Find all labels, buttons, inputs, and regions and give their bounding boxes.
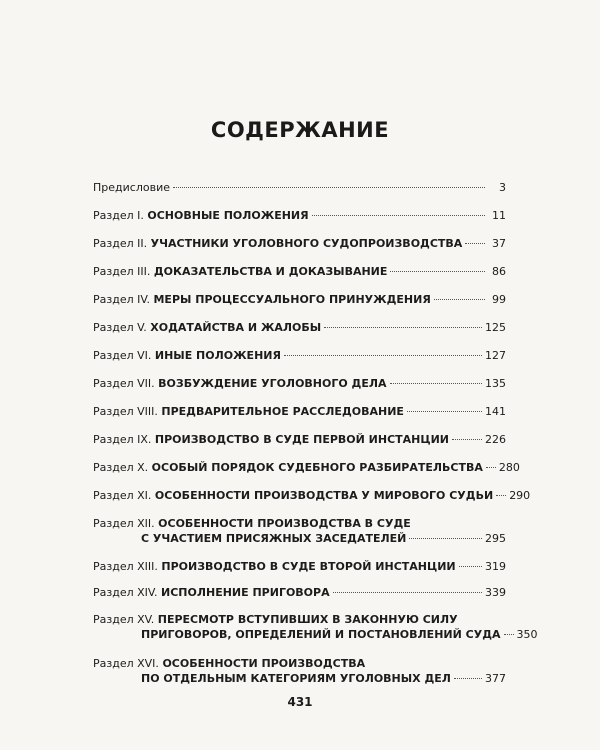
toc-title-continued: ПО ОТДЕЛЬНЫМ КАТЕГОРИЯМ УГОЛОВНЫХ ДЕЛ	[141, 672, 451, 685]
toc-title: ОСОБЕННОСТИ ПРОИЗВОДСТВА В СУДЕ	[158, 517, 411, 530]
toc-title: МЕРЫ ПРОЦЕССУАЛЬНОГО ПРИНУЖДЕНИЯ	[153, 293, 431, 306]
toc-entry-section-13	[93, 559, 506, 574]
toc-page: 141	[485, 405, 506, 418]
toc-title: ОСНОВНЫЕ ПОЛОЖЕНИЯ	[147, 209, 309, 222]
toc-entry-section-16	[93, 656, 506, 686]
toc-entry-section-2	[93, 236, 506, 251]
toc-title: ОСОБЕННОСТИ ПРОИЗВОДСТВА	[162, 657, 366, 670]
toc-page: 99	[492, 293, 506, 306]
toc-label: Раздел V.	[93, 321, 147, 334]
dot-leader	[454, 678, 482, 679]
toc-page: 319	[485, 560, 506, 573]
toc-title-continued: С УЧАСТИЕМ ПРИСЯЖНЫХ ЗАСЕДАТЕЛЕЙ	[141, 532, 407, 545]
toc-label: Раздел III.	[93, 265, 151, 278]
toc-entry-section-9	[93, 432, 506, 447]
toc-title: ОСОБЕННОСТИ ПРОИЗВОДСТВА У МИРОВОГО СУДЬИ	[154, 489, 494, 502]
dot-leader	[407, 411, 482, 412]
toc-label: Раздел XII.	[93, 517, 155, 530]
dot-leader	[409, 538, 482, 539]
dot-leader	[390, 383, 482, 384]
toc-page: 226	[485, 433, 506, 446]
toc-page: 377	[485, 672, 506, 685]
dot-leader	[504, 634, 514, 635]
dot-leader	[312, 215, 485, 216]
toc-title-continued: ПРИГОВОРОВ, ОПРЕДЕЛЕНИЙ И ПОСТАНОВЛЕНИЙ СУДА	[141, 628, 501, 641]
toc-label: Раздел IX.	[93, 433, 152, 446]
toc-page: 125	[485, 321, 506, 334]
toc-label: Раздел II.	[93, 237, 148, 250]
toc-title: ПЕРЕСМОТР ВСТУПИВШИХ В ЗАКОННУЮ СИЛУ	[157, 613, 458, 626]
dot-leader	[434, 299, 485, 300]
toc-entry-preface	[93, 180, 506, 195]
toc-title: ПРОИЗВОДСТВО В СУДЕ ПЕРВОЙ ИНСТАНЦИИ	[154, 433, 450, 446]
dot-leader	[452, 439, 482, 440]
dot-leader	[173, 187, 485, 188]
toc-page: 11	[492, 209, 506, 222]
toc-title: ИСПОЛНЕНИЕ ПРИГОВОРА	[161, 586, 330, 599]
toc-label: Раздел VI.	[93, 349, 152, 362]
toc-page: 86	[492, 265, 506, 278]
toc-title: ИНЫЕ ПОЛОЖЕНИЯ	[154, 349, 281, 362]
toc-label: Раздел XIV.	[93, 586, 158, 599]
toc-entry-section-12	[93, 516, 506, 546]
toc-title: ПРОИЗВОДСТВО В СУДЕ ВТОРОЙ ИНСТАНЦИИ	[161, 560, 456, 573]
dot-leader	[324, 327, 482, 328]
toc-page: 280	[498, 461, 520, 474]
toc-label: Раздел XVI.	[93, 657, 159, 670]
dot-leader	[390, 271, 485, 272]
toc-entry-section-4	[93, 292, 506, 307]
toc-label: Раздел IV.	[93, 293, 150, 306]
toc-entry-section-8	[93, 404, 506, 419]
toc-title: ХОДАТАЙСТВА И ЖАЛОБЫ	[150, 321, 322, 334]
toc-label: Раздел XIII.	[93, 560, 158, 573]
toc-label: Раздел X.	[93, 461, 149, 474]
toc-label: Раздел XI.	[93, 489, 152, 502]
page-title: СОДЕРЖАНИЕ	[210, 118, 390, 142]
dot-leader	[486, 467, 496, 468]
dot-leader	[496, 495, 506, 496]
toc-title: УЧАСТНИКИ УГОЛОВНОГО СУДОПРОИЗВОДСТВА	[150, 237, 463, 250]
toc-entry-section-7	[93, 376, 506, 391]
dot-leader	[333, 592, 482, 593]
toc-entry-section-3	[93, 264, 506, 279]
toc-label: Раздел I.	[93, 209, 144, 222]
toc-page: 339	[485, 586, 506, 599]
toc-entry-section-14	[93, 585, 506, 600]
toc-entry-section-5	[93, 320, 506, 335]
toc-entry-section-15	[93, 612, 538, 642]
toc-page: 290	[509, 489, 531, 502]
toc-label: Раздел VII.	[93, 377, 155, 390]
toc-entry-section-1	[93, 208, 506, 223]
toc-entry-section-6	[93, 348, 506, 363]
dot-leader	[465, 243, 485, 244]
toc-title: ВОЗБУЖДЕНИЕ УГОЛОВНОГО ДЕЛА	[158, 377, 387, 390]
toc-entry-section-11	[93, 488, 531, 503]
toc-page: 3	[499, 181, 506, 194]
toc-entry-section-10	[93, 460, 520, 475]
page-number: 431	[287, 695, 313, 709]
toc-page: 350	[516, 628, 538, 641]
toc-page: 37	[492, 237, 506, 250]
toc-label: Предисловие	[93, 181, 170, 194]
toc-page: 135	[485, 377, 506, 390]
toc-title: ПРЕДВАРИТЕЛЬНОЕ РАССЛЕДОВАНИЕ	[161, 405, 404, 418]
toc-title: ОСОБЫЙ ПОРЯДОК СУДЕБНОГО РАЗБИРАТЕЛЬСТВА	[151, 461, 483, 474]
dot-leader	[284, 355, 482, 356]
toc-label: Раздел VIII.	[93, 405, 158, 418]
toc-page: 127	[485, 349, 506, 362]
dot-leader	[459, 566, 482, 567]
toc-page: 295	[485, 532, 506, 545]
toc-label: Раздел XV.	[93, 613, 155, 626]
toc-title: ДОКАЗАТЕЛЬСТВА И ДОКАЗЫВАНИЕ	[153, 265, 388, 278]
